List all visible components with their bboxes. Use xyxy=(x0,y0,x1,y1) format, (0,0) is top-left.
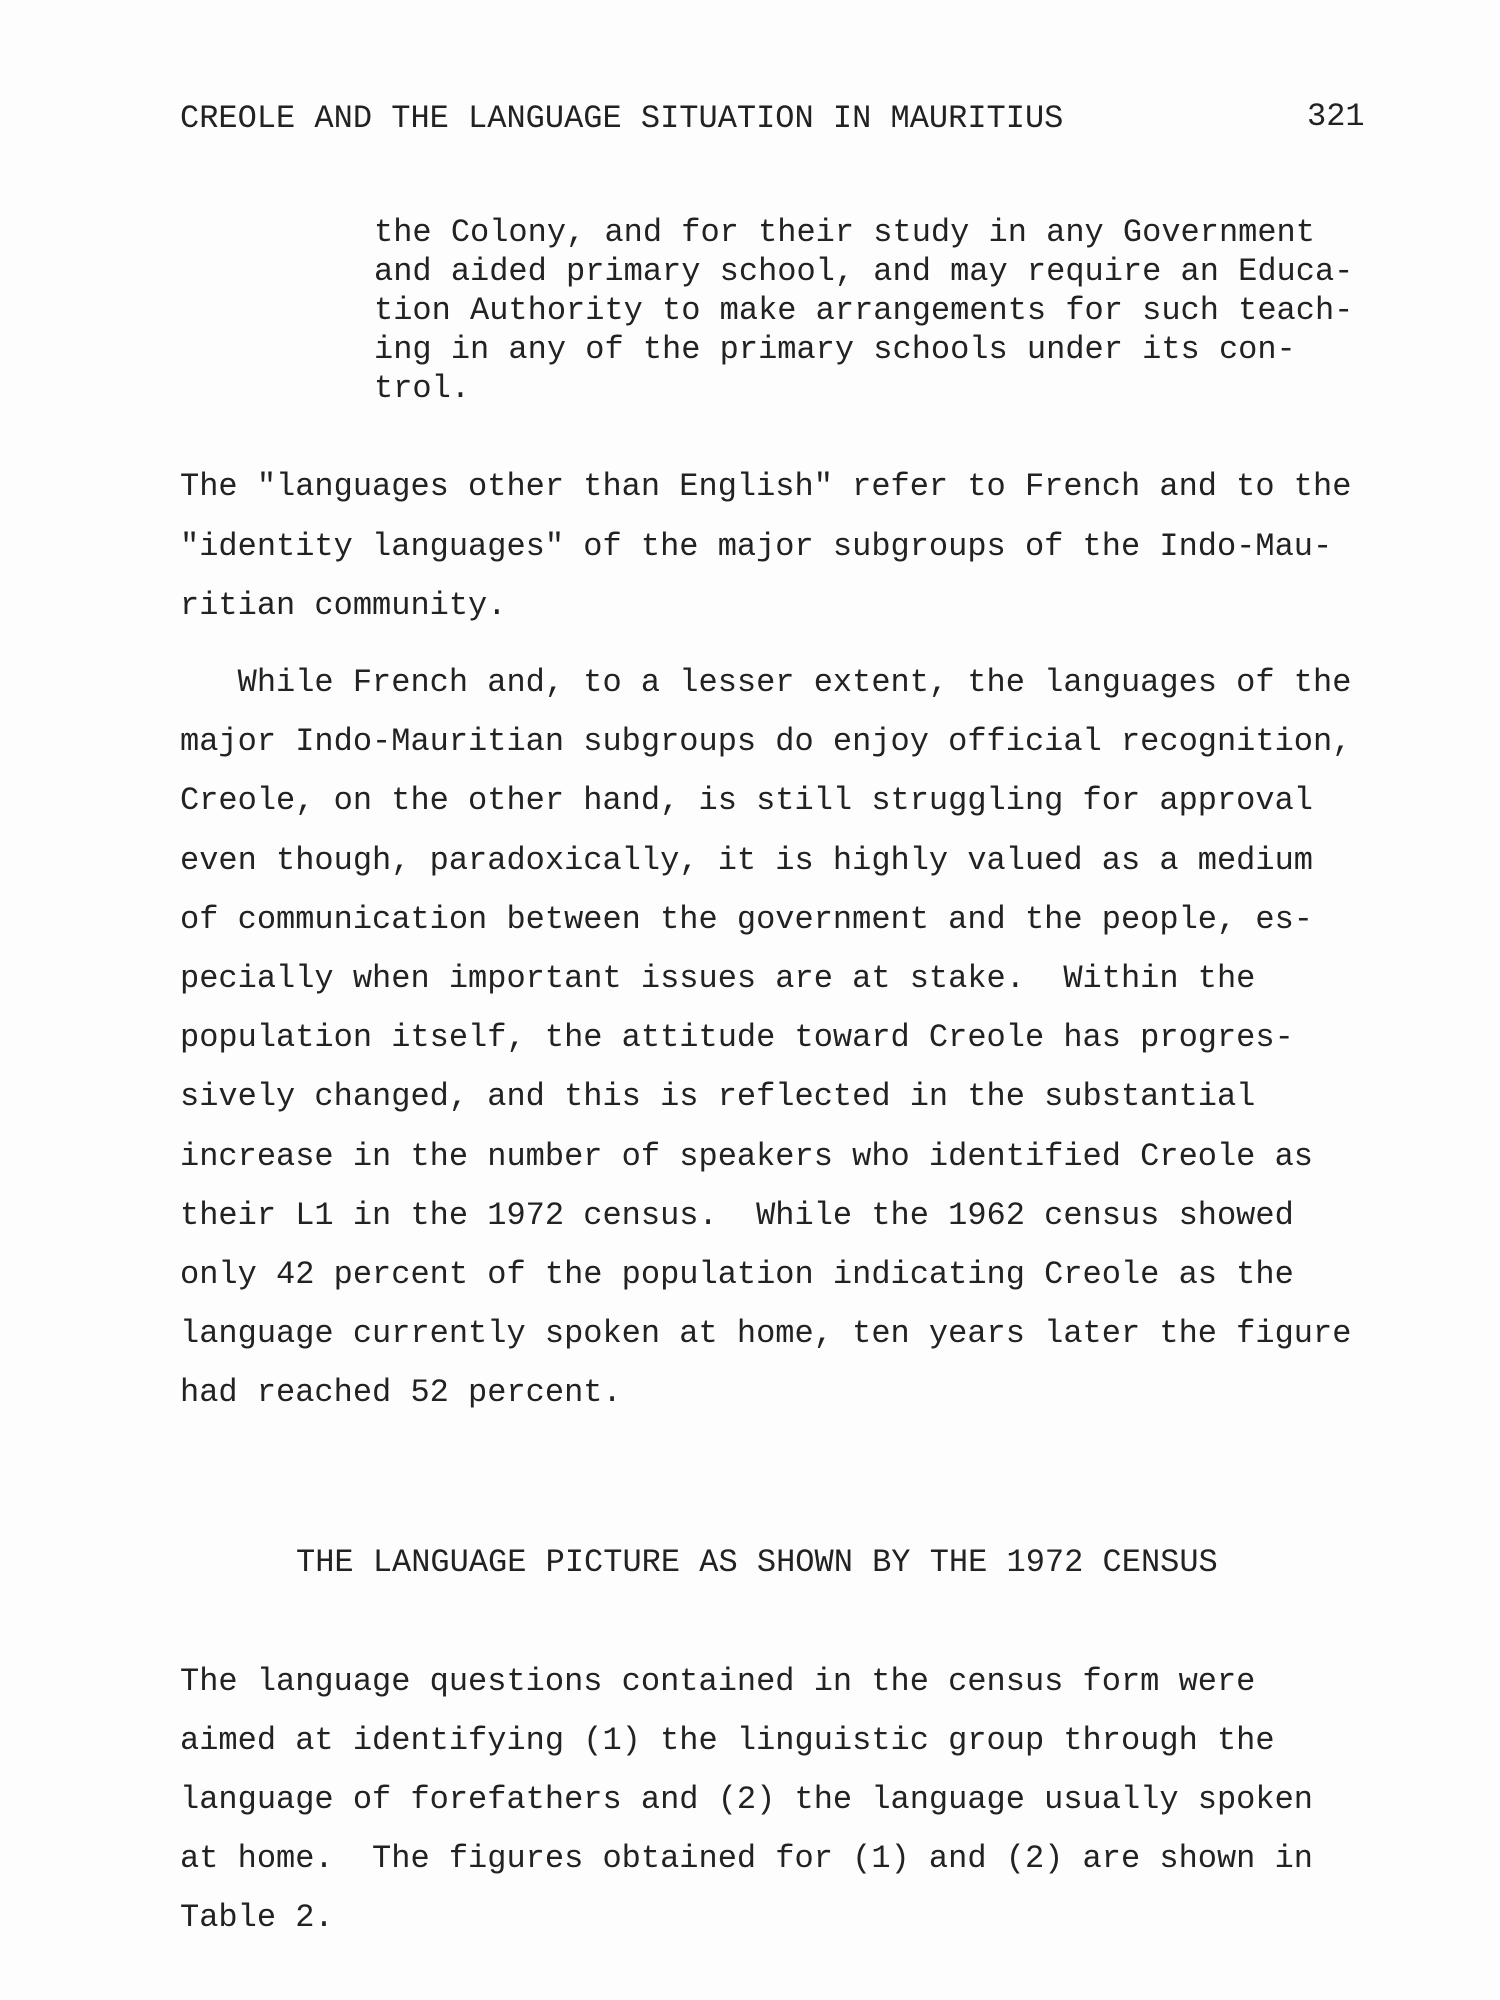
text-line: trol. xyxy=(374,370,471,407)
text-line: While French and, to a lesser extent, the languages of the xyxy=(180,664,1352,701)
text-line: language of forefathers and (2) the language usually spoken xyxy=(180,1781,1313,1818)
text-line: The "languages other than English" refer to French and to the xyxy=(180,468,1352,505)
text-line: "identity languages" of the major subgroups of the Indo-Mau- xyxy=(180,527,1333,565)
text-line: ritian community. xyxy=(180,587,507,624)
running-title: CREOLE AND THE LANGUAGE SITUATION IN MAURITIUS xyxy=(180,100,1064,137)
text-line: aimed at identifying (1) the linguistic group through the xyxy=(180,1722,1275,1759)
text-line: language currently spoken at home, ten years later the figure xyxy=(180,1315,1352,1353)
text-line: even though, paradoxically, it is highly valued as a medium xyxy=(180,841,1313,879)
text-line: sively changed, and this is reflected in the substantial xyxy=(180,1078,1256,1116)
text-line: The language questions contained in the census form were xyxy=(180,1663,1256,1700)
text-line: had reached 52 percent. xyxy=(180,1374,622,1412)
page-number: 321 xyxy=(1307,98,1365,135)
text-line: pecially when important issues are at stake. Within the xyxy=(180,960,1256,997)
text-line: only 42 percent of the population indicating Creole as the xyxy=(180,1256,1294,1293)
text-line: population itself, the attitude toward Creole has progres- xyxy=(180,1019,1294,1057)
text-line: Creole, on the other hand, is still struggling for approval xyxy=(180,782,1313,820)
text-line: ing in any of the primary schools under its con- xyxy=(374,331,1296,368)
text-line: the Colony, and for their study in any Government xyxy=(374,214,1315,251)
text-line: and aided primary school, and may require an Educa- xyxy=(374,253,1354,290)
text-line: their L1 in the 1972 census. While the 1962 census showed xyxy=(180,1196,1294,1234)
text-line: increase in the number of speakers who identified Creole as xyxy=(180,1137,1313,1175)
text-line: major Indo-Mauritian subgroups do enjoy official recognition, xyxy=(180,723,1352,761)
text-line: of communication between the government and the people, es- xyxy=(180,900,1313,938)
text-line: at home. The figures obtained for (1) and (2) are shown in xyxy=(180,1840,1313,1877)
text-line: tion Authority to make arrangements for such teach- xyxy=(374,292,1354,329)
section-heading: THE LANGUAGE PICTURE AS SHOWN BY THE 1972 CENSUS xyxy=(296,1544,1218,1581)
text-line: Table 2. xyxy=(180,1899,334,1936)
